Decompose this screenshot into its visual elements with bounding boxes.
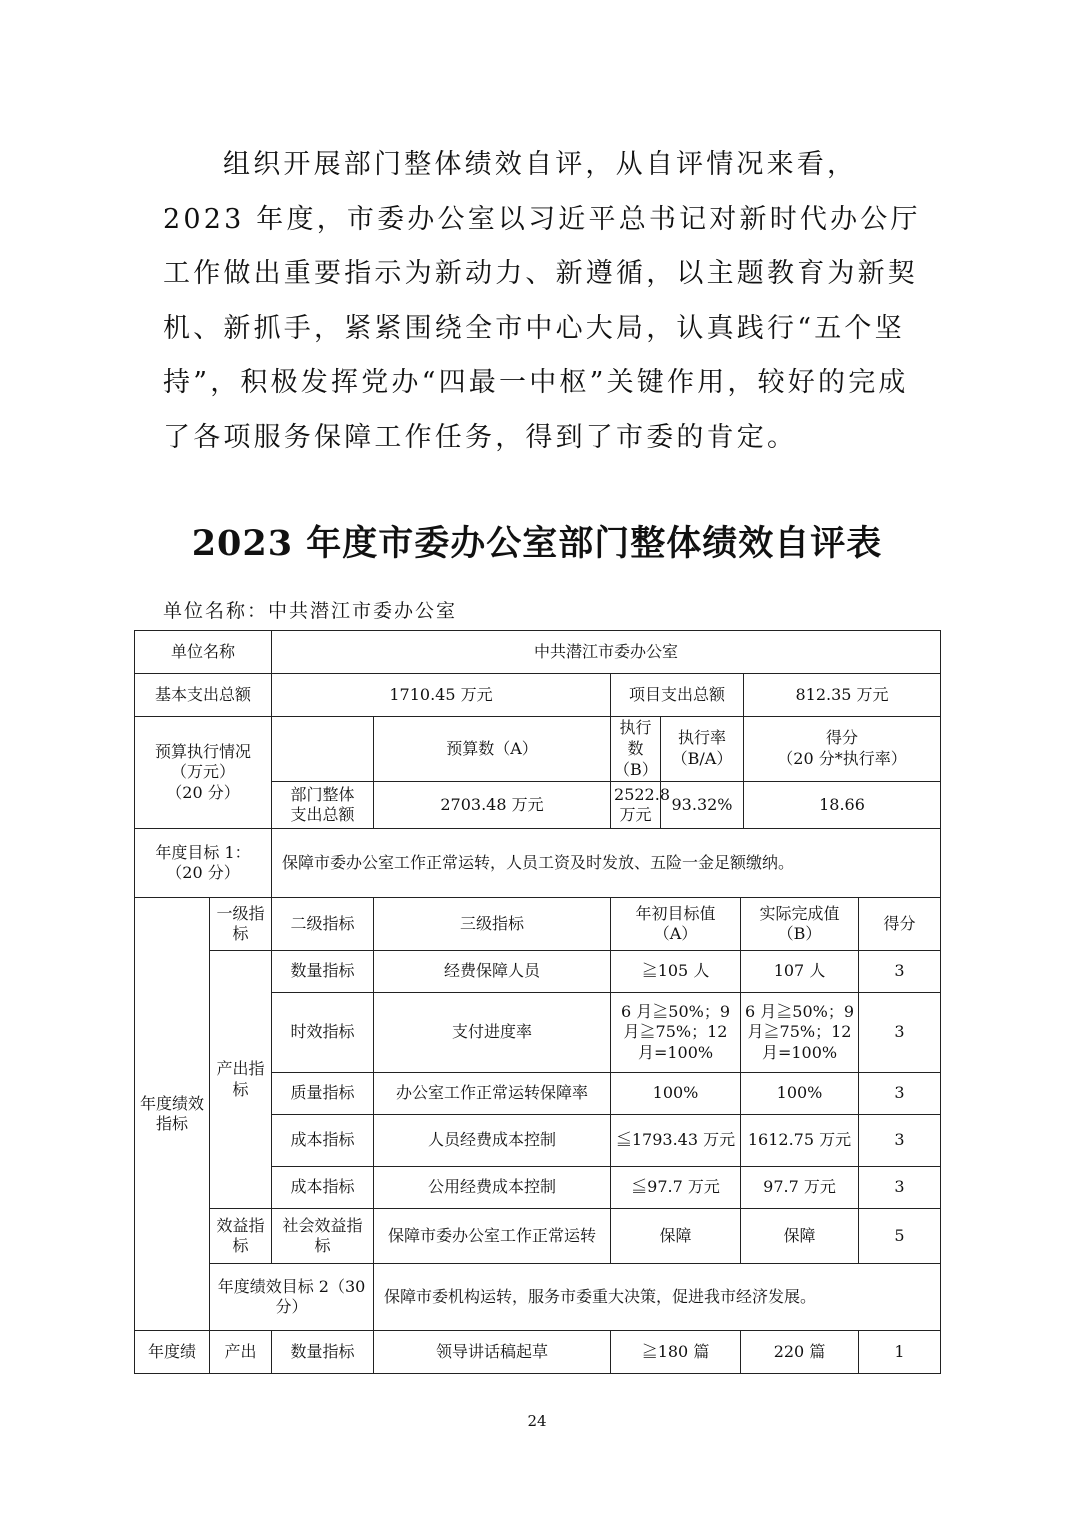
budget-a-value: 2703.48 万元 <box>374 782 611 829</box>
intro-section <box>163 138 923 465</box>
score-cell: 3 <box>859 951 941 993</box>
department-total-label: 部门整体 支出总额 <box>272 782 374 829</box>
target-cell: 100% <box>611 1073 741 1115</box>
level2-cell: 成本指标 <box>272 1115 374 1167</box>
goal-2-text: 保障市委机构运转，服务市委重大决策，促进我市经济发展。 <box>374 1264 941 1331</box>
goal-1-label: 年度目标 1： （20 分） <box>135 829 272 898</box>
actual-cell: 107 人 <box>741 951 859 993</box>
level3-cell: 领导讲话稿起草 <box>374 1331 611 1374</box>
score-cell: 3 <box>859 1115 941 1167</box>
target-cell: 保障 <box>611 1209 741 1264</box>
target-header: 年初目标值 （A） <box>611 898 741 951</box>
budget-b-value: 2522.8 万元 <box>611 782 661 829</box>
budget-a-header: 预算数（A） <box>374 717 611 782</box>
budget-rate-value: 93.32% <box>661 782 744 829</box>
actual-header: 实际完成值 （B） <box>741 898 859 951</box>
level2-cell: 社会效益指标 <box>272 1209 374 1264</box>
budget-header-empty <box>272 717 374 782</box>
target-cell: 6 月≧50%；9 月≧75%；12 月=100% <box>611 993 741 1073</box>
score-cell: 5 <box>859 1209 941 1264</box>
score-cell: 3 <box>859 993 941 1073</box>
indicators-group-label: 年度绩效指标 <box>135 898 210 1331</box>
target-cell: ≧180 篇 <box>611 1331 741 1374</box>
level1-cell: 产出 <box>210 1331 272 1374</box>
page-number: 24 <box>527 1412 547 1430</box>
level2-cell: 数量指标 <box>272 951 374 993</box>
level2-header: 二级指标 <box>272 898 374 951</box>
goal-2-label: 年度绩效目标 2（30 分） <box>210 1264 374 1331</box>
unit-name-label: 单位名称 <box>135 631 272 674</box>
unit-name-line: 单位名称：中共潜江市委办公室 <box>163 600 458 622</box>
level3-cell: 保障市委办公室工作正常运转 <box>374 1209 611 1264</box>
performance-table <box>134 630 941 1374</box>
table-row <box>135 1331 941 1374</box>
budget-score-value: 18.66 <box>744 782 941 829</box>
row-unit-name <box>135 631 941 674</box>
row-expenditure <box>135 674 941 717</box>
score-cell: 3 <box>859 1167 941 1209</box>
actual-cell: 220 篇 <box>741 1331 859 1374</box>
actual-cell: 100% <box>741 1073 859 1115</box>
level3-cell: 公用经费成本控制 <box>374 1167 611 1209</box>
level2-cell: 数量指标 <box>272 1331 374 1374</box>
target-cell: ≧105 人 <box>611 951 741 993</box>
level2-cell: 时效指标 <box>272 993 374 1073</box>
actual-cell: 保障 <box>741 1209 859 1264</box>
actual-cell: 97.7 万元 <box>741 1167 859 1209</box>
table-row <box>135 951 941 993</box>
actual-cell: 6 月≧50%；9 月≧75%；12 月=100% <box>741 993 859 1073</box>
level3-cell: 经费保障人员 <box>374 951 611 993</box>
target-cell: ≦1793.43 万元 <box>611 1115 741 1167</box>
row-goal-1 <box>135 829 941 898</box>
document-title: 2023 年度市委办公室部门整体绩效自评表 <box>191 523 883 564</box>
score-header: 得分 <box>859 898 941 951</box>
row-indicator-header <box>135 898 941 951</box>
level3-header: 三级指标 <box>374 898 611 951</box>
project-expense-value: 812.35 万元 <box>744 674 941 717</box>
project-expense-label: 项目支出总额 <box>611 674 744 717</box>
score-cell: 3 <box>859 1073 941 1115</box>
row-budget-header <box>135 717 941 782</box>
level2-cell: 质量指标 <box>272 1073 374 1115</box>
basic-expense-value: 1710.45 万元 <box>272 674 611 717</box>
row-goal-2 <box>135 1264 941 1331</box>
basic-expense-label: 基本支出总额 <box>135 674 272 717</box>
budget-execution-label: 预算执行情况 （万元） （20 分） <box>135 717 272 829</box>
output-indicator-label: 产出指标 <box>210 951 272 1209</box>
level1-header: 一级指标 <box>210 898 272 951</box>
actual-cell: 1612.75 万元 <box>741 1115 859 1167</box>
budget-score-header: 得分 （20 分*执行率） <box>744 717 941 782</box>
target-cell: ≦97.7 万元 <box>611 1167 741 1209</box>
budget-b-header: 执行数（B） <box>611 717 661 782</box>
level3-cell: 办公室工作正常运转保障率 <box>374 1073 611 1115</box>
score-cell: 1 <box>859 1331 941 1374</box>
level2-cell: 成本指标 <box>272 1167 374 1209</box>
level0-cell: 年度绩 <box>135 1331 210 1374</box>
intro-paragraph: 组织开展部门整体绩效自评，从自评情况来看，2023 年度，市委办公室以习近平总书记对新时代办公厅工作做出重要指示为新动力、新遵循，以主题教育为新契机、新抓手，紧紧围绕全市中心大局，认真践行“五个坚持”，积极发挥党办“四最一中枢”关键作用，较好的完成了各项服务保障工作任务，得到了市委的肯定。 <box>163 149 921 453</box>
level3-cell: 支付进度率 <box>374 993 611 1073</box>
table-row <box>135 1209 941 1264</box>
budget-rate-header: 执行率（B/A） <box>661 717 744 782</box>
unit-name-value: 中共潜江市委办公室 <box>272 631 941 674</box>
benefit-indicator-label: 效益指标 <box>210 1209 272 1264</box>
level3-cell: 人员经费成本控制 <box>374 1115 611 1167</box>
goal-1-text: 保障市委办公室工作正常运转，人员工资及时发放、五险一金足额缴纳。 <box>272 829 941 898</box>
